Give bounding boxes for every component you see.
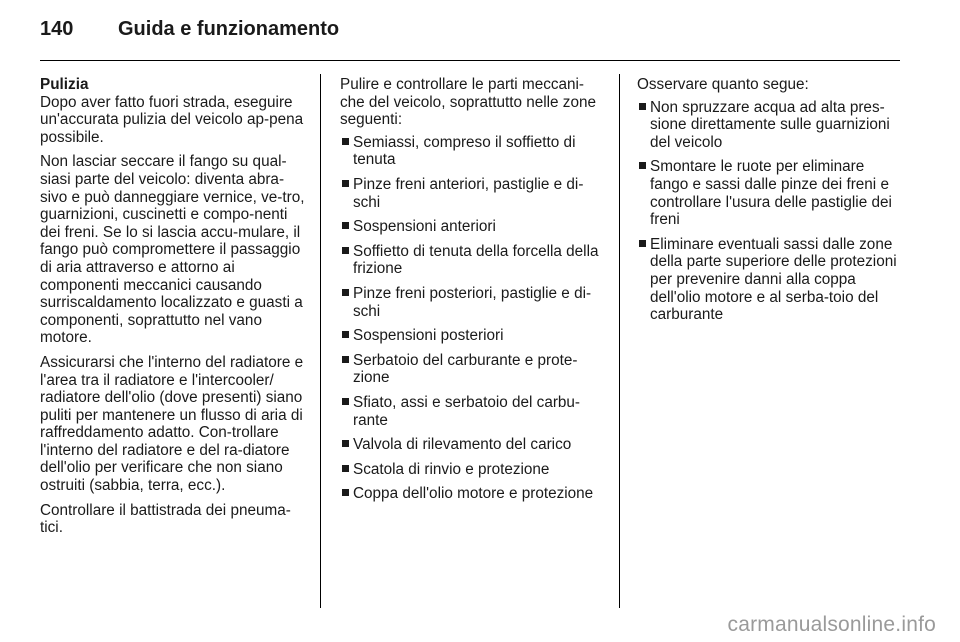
list-item: Sospensioni posteriori <box>340 327 606 345</box>
list-item: Sospensioni anteriori <box>340 218 606 236</box>
list-item: Pinze freni posteriori, pastiglie e di-schi <box>340 285 606 320</box>
square-bullet-icon <box>342 331 349 338</box>
square-bullet-icon <box>342 465 349 472</box>
square-bullet-icon <box>342 247 349 254</box>
list-intro: Osservare quanto segue: <box>637 76 809 93</box>
square-bullet-icon <box>342 489 349 496</box>
column-mechanical-parts <box>340 76 606 510</box>
list-item: Eliminare eventuali sassi dalle zone della parte superiore delle protezioni per prevenire danni alla coppa dell'olio motore e al serba-toio del carburante <box>637 236 903 324</box>
square-bullet-icon <box>342 289 349 296</box>
observations-list <box>637 99 903 324</box>
list-item: Serbatoio del carburante e prote-zione <box>340 352 606 387</box>
square-bullet-icon <box>639 103 646 110</box>
header-rule <box>40 60 900 61</box>
page-number: 140 <box>40 18 74 40</box>
square-bullet-icon <box>342 138 349 145</box>
page-header <box>40 18 339 48</box>
list-item: Sfiato, assi e serbatoio del carbu-rante <box>340 394 606 429</box>
column-observations <box>637 76 903 331</box>
list-item: Non spruzzare acqua ad alta pres-sione direttamente sulle guarnizioni del veicolo <box>637 99 903 152</box>
list-item: Valvola di rilevamento del carico <box>340 436 606 454</box>
page-title: Guida e funzionamento <box>118 18 340 40</box>
list-item: Scatola di rinvio e protezione <box>340 461 606 479</box>
list-item: Pinze freni anteriori, pastiglie e di-schi <box>340 176 606 211</box>
square-bullet-icon <box>342 222 349 229</box>
paragraph: Assicurarsi che l'interno del radiatore e l'area tra il radiatore e l'intercooler/ radiatore dell'olio (dove presenti) siano puliti per mantenere un flusso di aria di raffreddamento adatto. Con-trollare l'interno del radiatore e del ra-diatore dell'olio per verificare che non siano ostruiti (sabbia, terra, ecc.). <box>40 353 304 495</box>
square-bullet-icon <box>342 440 349 447</box>
list-item: Smontare le ruote per eliminare fango e sassi dalle pinze dei freni e controllare l'usura delle pastiglie dei freni <box>637 158 903 228</box>
section-heading: Pulizia <box>40 76 89 93</box>
paragraph: Non lasciar seccare il fango su qual-siasi parte del veicolo: diventa abra-sivo e può danneggiare vernice, ve-tro, guarnizioni, cuscinetti e compo-nenti dei freni. Se lo si lascia accu-mulare, il fango può compromettere il passaggio di aria attraverso e attorno ai componenti meccanici causando surriscaldamento localizzato e guasti a componenti, soprattutto nel vano motore. <box>40 153 305 347</box>
square-bullet-icon <box>639 162 646 169</box>
square-bullet-icon <box>342 356 349 363</box>
paragraph: Dopo aver fatto fuori strada, eseguire un'accurata pulizia del veicolo ap-pena possibile. <box>40 93 304 146</box>
parts-list <box>340 134 606 503</box>
list-item: Semiassi, compreso il soffietto di tenuta <box>340 134 606 169</box>
list-item: Coppa dell'olio motore e protezione <box>340 485 606 503</box>
watermark: carmanualsonline.info <box>727 613 936 636</box>
column-divider <box>619 74 620 608</box>
list-intro: Pulire e controllare le parti meccani-che del veicolo, soprattutto nelle zone seguenti: <box>340 76 596 129</box>
square-bullet-icon <box>342 398 349 405</box>
list-item: Soffietto di tenuta della forcella della frizione <box>340 243 606 278</box>
column-divider <box>320 74 321 608</box>
square-bullet-icon <box>639 240 646 247</box>
square-bullet-icon <box>342 180 349 187</box>
column-cleaning <box>40 76 306 544</box>
paragraph: Controllare il battistrada dei pneuma-tici. <box>40 501 291 537</box>
